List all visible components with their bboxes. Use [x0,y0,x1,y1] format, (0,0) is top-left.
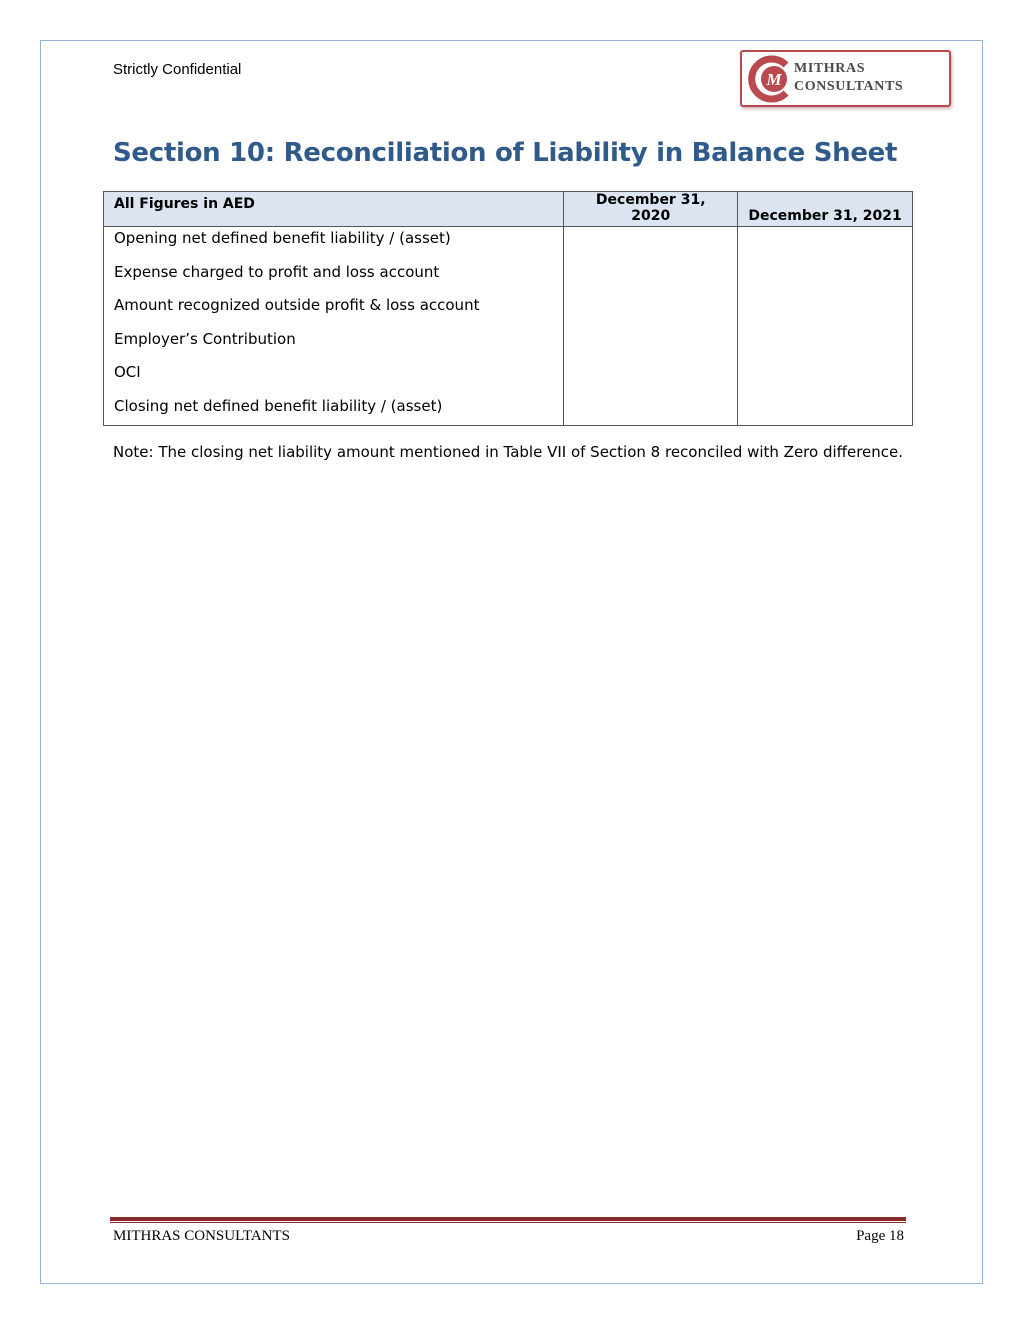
section-title: Section 10: Reconciliation of Liability in Balance Sheet [113,138,898,168]
table-row-label: Expense charged to profit and loss account [114,262,440,281]
table-row-label: Amount recognized outside profit & loss account [114,296,480,315]
footer-company: MITHRAS CONSULTANTS [113,1228,291,1244]
header-figures-label: All Figures in AED [104,192,564,227]
company-logo [740,50,951,107]
logo-mark-letter: M [766,70,782,89]
footer-rule [110,1217,906,1221]
logo-text-line2: CONSULTANTS [794,79,904,94]
table-row-label: OCI [114,363,141,382]
header-2020: December 31, 2020 [564,192,738,227]
table-body-row [104,227,913,426]
confidentiality-label: Strictly Confidential [113,61,242,78]
row-labels-cell [104,227,564,426]
header-2021: December 31, 2021 [738,192,913,227]
reconciliation-table [103,191,913,426]
footer-rule-thin [110,1222,906,1223]
table-row-label: Opening net defined benefit liability / (asset) [114,229,451,247]
table-header-row [104,192,913,227]
values-2020-cell [564,227,738,426]
table-row-label: Closing net defined benefit liability / (asset) [114,396,443,415]
table-row-label: Employer’s Contribution [114,329,296,348]
logo-text-line1: MITHRAS [794,61,866,76]
logo-mark-icon [746,55,794,103]
reconciliation-note: Note: The closing net liability amount mentioned in Table VII of Section 8 reconciled with Zero difference. [113,443,904,461]
footer-page-number: Page 18 [856,1228,904,1244]
values-2021-cell [738,227,913,426]
